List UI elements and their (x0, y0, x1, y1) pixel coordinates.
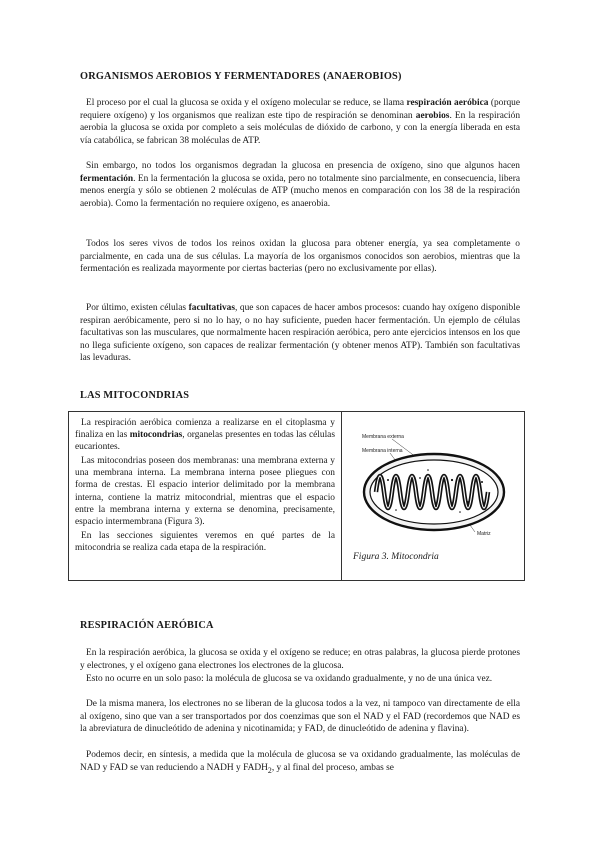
label-outer-membrane: Membrana externa (362, 434, 404, 440)
text-run: . En la fermentación la glucosa se oxida, pero no totalmente sino parcialmente, en consecuencia, libera menos energía y sólo se obtienen 2 moléculas de ATP (mucho menos en comparación con los 38 de la respiración aerobia). Como la fermentación no requiere oxígeno, es anaerobia. (80, 173, 520, 209)
text-run: 2 (267, 765, 272, 775)
text-run: De la misma manera, los electrones no se liberan de la glucosa todos a la vez, ni tampoco van directamente de ella al oxígeno, sino que van a ser transportados por dos coenzimas que son el NAD y el FAD (recordemos que NAD es la abreviatura de dinucleótido de adenina y nicotinamida; y FAD, de dinucleótido de adenina y flavina). (80, 699, 520, 734)
paragraph (75, 417, 335, 453)
paragraph (80, 647, 520, 672)
text-run: En la respiración aeróbica, la glucosa se oxida y el oxígeno se reduce; en otras palabras, la glucosa pierde protones y electrones, y el oxígeno gana electrones los electrones de la glucosa. (80, 648, 520, 671)
info-box-text (69, 412, 342, 580)
bold-term: mitocondrias (129, 430, 183, 441)
bold-term: respiración aeróbica (406, 98, 489, 108)
paragraph (80, 238, 520, 276)
mitochondria-figure (342, 412, 524, 580)
paragraph (75, 530, 335, 554)
text-run: Las mitocondrias poseen dos membranas: una membrana externa y una membrana interna. La membrana interna posee pliegues con forma de crestas. El espacio interior delimitado por la membrana interna, contiene la matriz mitocondrial, mientras que el espacio entre la membrana interna y externa se denomina, precisamente, espacio intermembrana (Figura 3). (75, 456, 335, 527)
text-run: , que son capaces de hacer ambos procesos: cuando hay oxígeno disponible respiran aeróbicamente, pero si no lo hay, o no hay suficiente, pueden hacer fermentación. Un ejemplo de células facultativas son las musculares, que normalmente hacen respiración aeróbica, pero ante ejercicios intensos en los que no llega suficiente oxígeno, son capaces de realizar fermentación (y obtener menos ATP). También son facultativas las levaduras. (80, 303, 520, 363)
bold-term: facultativas (188, 303, 235, 313)
bold-term: fermentación (80, 173, 134, 184)
bold-term: aerobios (415, 110, 450, 121)
text-run: Esto no ocurre en un solo paso: la molécula de glucosa se va oxidando gradualmente, y no de una única vez. (86, 674, 493, 684)
text-run: , organelas presentes en todas las células eucariontes. (75, 430, 335, 453)
label-inner-membrane: Membrana interna (362, 448, 403, 454)
paragraph (75, 455, 335, 528)
text-run: , y al final del proceso, ambas se (271, 762, 394, 773)
text-run: Sin embargo, no todos los organismos degradan la glucosa en presencia de oxígeno, sino que algunos hacen (86, 161, 520, 171)
section-title-organismos: ORGANISMOS AEROBIOS Y FERMENTADORES (ANAEROBIOS) (80, 71, 402, 82)
section-title-respiracion: RESPIRACIÓN AERÓBICA (80, 620, 214, 631)
text-run: . En la respiración aerobia la glucosa se oxida por completo a seis moléculas de dióxido de carbono, y con la energía liberada en esta vía catabólica, se fabrican 38 moléculas de ATP. (80, 110, 521, 146)
text-run: Todos los seres vivos de todos los reinos oxidan la glucosa para obtener energía, ya sea completamente o parcialmente, en cada una de sus células. La mayoría de los organismos conocidos son aerobios, mientras que la fermentación es realizada mayormente por ciertas bacterias (pero no exclusivamente por ellas). (80, 239, 520, 274)
paragraph (80, 698, 520, 736)
text-run: La respiración aeróbica comienza a realizarse en el citoplasma y finaliza en las (75, 418, 335, 441)
figure-caption: Figura 3. Mitocondria (353, 552, 439, 562)
paragraph (80, 97, 520, 147)
paragraph (80, 302, 520, 365)
section-title-mitocondrias: LAS MITOCONDRIAS (80, 390, 190, 401)
paragraph (80, 160, 520, 210)
text-run: Por último, existen células (86, 303, 189, 313)
text-run: (porque requiere oxígeno) y los organismos que realizan este tipo de respiración se denominan (80, 98, 521, 121)
paragraph (80, 749, 520, 777)
text-run: En las secciones siguientes veremos en qué partes de la mitocondria se realiza cada etapa de la respiración. (75, 530, 335, 553)
label-matrix: Matriz (477, 531, 491, 537)
paragraph (80, 673, 520, 686)
mitochondria-info-box (68, 411, 525, 581)
text-run: El proceso por el cual la glucosa se oxida y el oxígeno molecular se reduce, se llama (86, 98, 407, 108)
mitochondria-diagram (354, 430, 514, 550)
text-run: Podemos decir, en síntesis, a medida que la molécula de glucosa se va oxidando gradualmente, las moléculas de NAD y FAD se van reduciendo a NADH y FADH (80, 750, 520, 773)
